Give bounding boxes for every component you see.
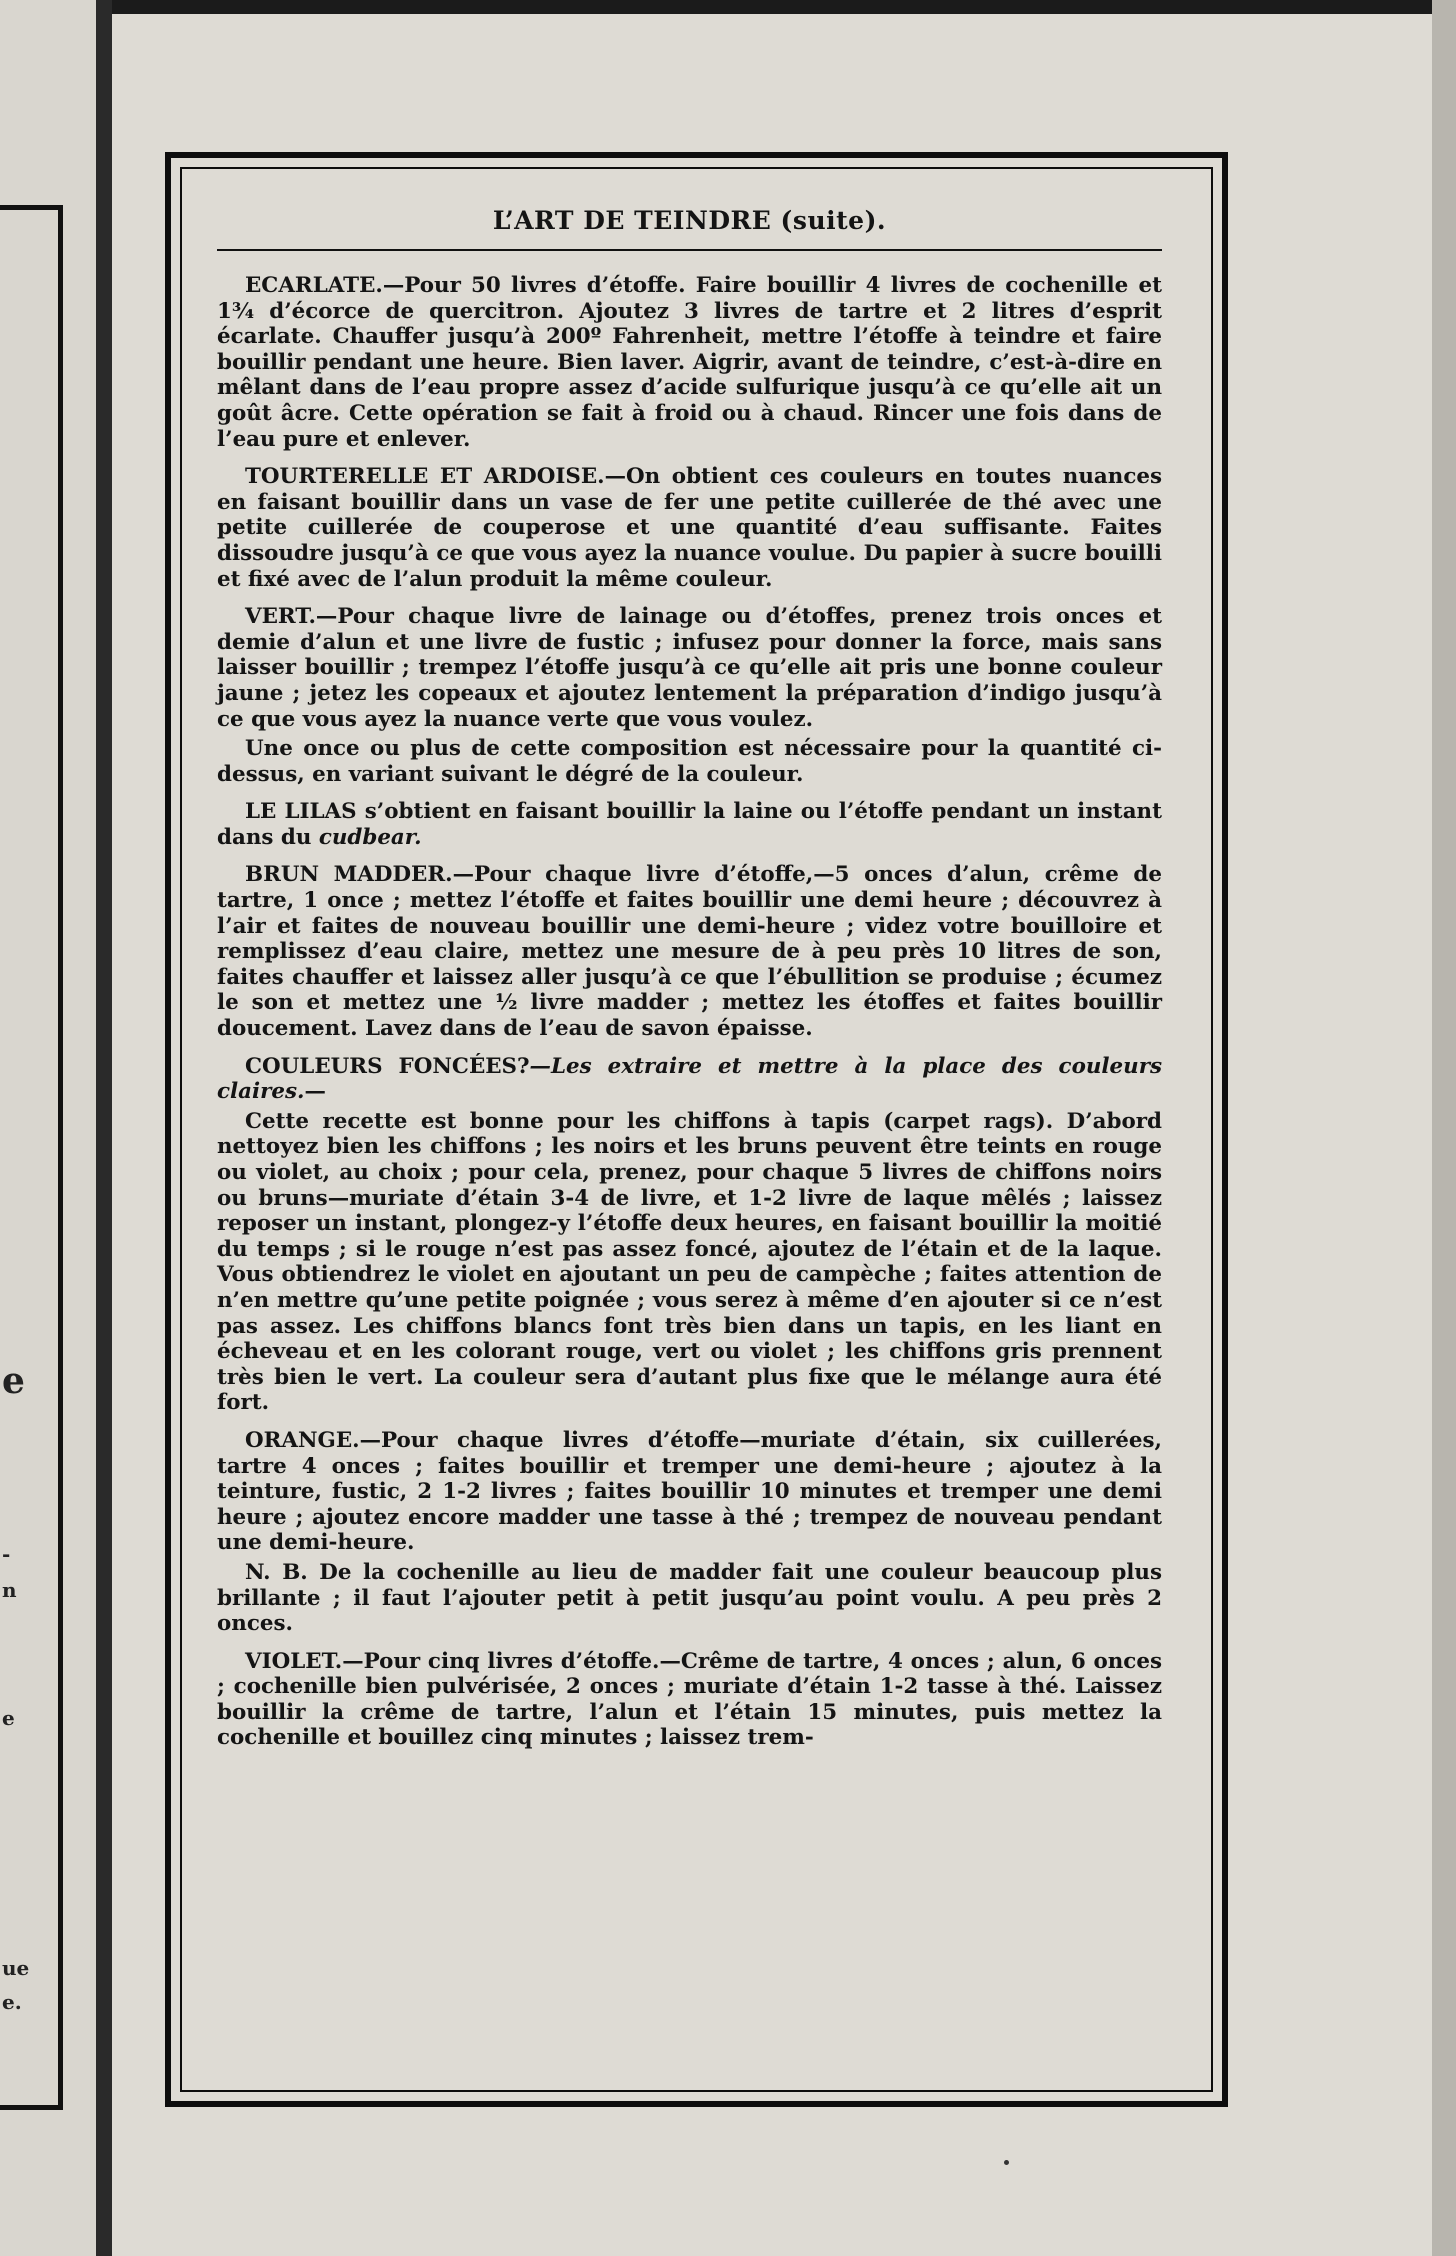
- ink-speck: [1004, 2160, 1009, 2165]
- paragraph-tourterelle: [217, 464, 1162, 592]
- book-gutter: [96, 0, 112, 2256]
- margin-fragment: n: [2, 1578, 17, 1602]
- page-edge: [1432, 0, 1456, 2256]
- margin-fragment: ue: [2, 1956, 30, 1980]
- section-heading: VIOLET.: [245, 1648, 343, 1674]
- paragraph-violet: [217, 1649, 1162, 1751]
- section-text: —Pour chaque livres d’étoffe—muriate d’étain, six cuillerées, tartre 4 onces ; faites bouillir et tremper une demi-heure ; ajoutez à la teinture, fustic, 2 1-2 livres ; faites bouillir 10 minutes et tremper une demi heure ; ajoutez encore madder une tasse à thé ; trempez de nouveau pendant une demi-heure.: [217, 1427, 1162, 1556]
- section-heading: ECARLATE.: [245, 273, 383, 298]
- section-text: —: [304, 1079, 326, 1105]
- text-frame: [165, 152, 1228, 2107]
- section-heading: BRUN MADDER.: [245, 862, 453, 888]
- paragraph-orange: [217, 1428, 1162, 1556]
- paragraph-foncees: [217, 1054, 1162, 1105]
- section-italic: cudbear.: [318, 824, 422, 850]
- section-heading: VERT.: [245, 604, 316, 630]
- section-heading: COULEURS FONCÉES?: [245, 1053, 530, 1079]
- section-heading: TOURTERELLE ET ARDOISE.: [245, 464, 605, 490]
- section-text: —Pour 50 livres d’étoffe. Faire bouillir 4 livres de cochenille et 1¾ d’écorce de quercitron. Ajoutez 3 livres de tartre et 2 litres d’esprit écarlate. Chauffer jusqu’à 200º Fahrenheit, mettre l’étoffe à teindre et faire bouillir pendant une heure. Bien laver. Aigrir, avant de teindre, c’est-à-dire en mêlant dans de l’eau propre assez d’acide sulfurique jusqu’à ce qu’elle ait un goût âcre. Cette opération se fait à froid ou à chaud. Rincer une fois dans de l’eau pure et enlever.: [217, 273, 1162, 452]
- article: [217, 206, 1162, 1763]
- title-rule: [217, 249, 1162, 251]
- paragraph-vert-note: Une once ou plus de cette composition est nécessaire pour la quantité ci-dessus, en variant suivant le dégré de la couleur.: [217, 736, 1162, 787]
- section-text: —Pour chaque livre d’étoffe,—5 onces d’alun, crême de tartre, 1 once ; mettez l’étoffe et faites bouillir une demi heure ; découvrez à l’air et faites de nouveau bouillir une demi-heure ; videz votre bouilloire et remplissez d’eau claire, mettez une mesure de à peu près 10 litres de son, faites chauffer et laissez aller jusqu’à ce que l’ébullition se produise ; écumez le son et mettez une ½ livre madder ; mettez les étoffes et faites bouillir doucement. Lavez dans de l’eau de savon épaisse.: [217, 862, 1162, 1042]
- paragraph-orange-note: N. B. De la cochenille au lieu de madder fait une couleur beaucoup plus brillante ; il faut l’ajouter petit à petit jusqu’au point voulu. A peu près 2 onces.: [217, 1559, 1162, 1637]
- margin-fragment: e.: [2, 1990, 22, 2014]
- paragraph-brun: [217, 862, 1162, 1041]
- section-text: —Pour chaque livre de lainage ou d’étoffes, prenez trois onces et demie d’alun et une livre de fustic ; infusez pour donner la force, mais sans laisser bouillir ; trempez l’étoffe jusqu’à ce qu’elle ait pris une bonne couleur jaune ; jetez les copeaux et ajoutez lentement la préparation d’indigo jusqu’à ce que vous ayez la nuance verte que vous voulez.: [217, 604, 1162, 732]
- section-heading: ORANGE.: [245, 1427, 360, 1453]
- section-text: —On obtient ces couleurs en toutes nuances en faisant bouillir dans un vase de fer une petite cuillerée de thé avec une petite cuillerée de couperose et une quantité d’eau suffisante. Faites dissoudre jusqu’à ce que vous ayez la nuance voulue. Du papier à sucre bouilli et fixé avec de l’alun produit la même couleur.: [217, 464, 1162, 592]
- section-text: —Pour cinq livres d’étoffe.—Crême de tartre, 4 onces ; alun, 6 onces ; cochenille bien pulvérisée, 2 onces ; muriate d’étain 1-2 tasse à thé. Laissez bouillir la crême de tartre, l’alun et l’étain 15 minutes, puis mettez la cochenille et bouillez cinq minutes ; laissez trem-: [217, 1648, 1162, 1751]
- paragraph-ecarlate: [217, 273, 1162, 452]
- margin-fragment: -: [2, 1542, 11, 1566]
- page-title: L’ART DE TEINDRE (suite).: [492, 206, 887, 235]
- adjacent-page-frame: [0, 205, 63, 2110]
- section-italic: —Les extraire et mettre à la place des couleurs claires.: [217, 1053, 1163, 1105]
- paragraph-vert: [217, 604, 1162, 732]
- margin-fragment: e: [2, 1360, 25, 1402]
- paragraph-lilas: [217, 799, 1162, 850]
- paragraph-foncees-recipe: Cette recette est bonne pour les chiffons à tapis (carpet rags). D’abord nettoyez bien les chiffons ; les noirs et les bruns peuvent être teints en rouge ou violet, au choix ; pour cela, prenez, pour chaque 5 livres de chiffons noirs ou bruns—muriate d’étain 3-4 de livre, et 1-2 livre de laque mêlés ; laissez reposer un instant, plongez-y l’étoffe deux heures, en faisant bouillir la moitié du temps ; si le rouge n’est pas assez foncé, ajoutez de l’étain et de la laque. Vous obtiendrez le violet en ajoutant un peu de campèche ; faites attention de n’en mettre qu’une petite poignée ; vous serez à même d’en ajouter si ce n’est pas assez. Les chiffons blancs font très bien dans un tapis, en les liant en écheveau et en les colorant rouge, vert ou violet ; les chiffons gris prennent très bien le vert. La couleur sera d’autant plus fixe que le mélange aura été fort.: [217, 1108, 1162, 1416]
- section-text: s’obtient en faisant bouillir la laine ou l’étoffe pendant un instant dans du: [217, 799, 1162, 850]
- margin-fragment: e: [2, 1706, 15, 1730]
- section-heading: LE LILAS: [245, 799, 357, 825]
- adjacent-page: [0, 0, 96, 2256]
